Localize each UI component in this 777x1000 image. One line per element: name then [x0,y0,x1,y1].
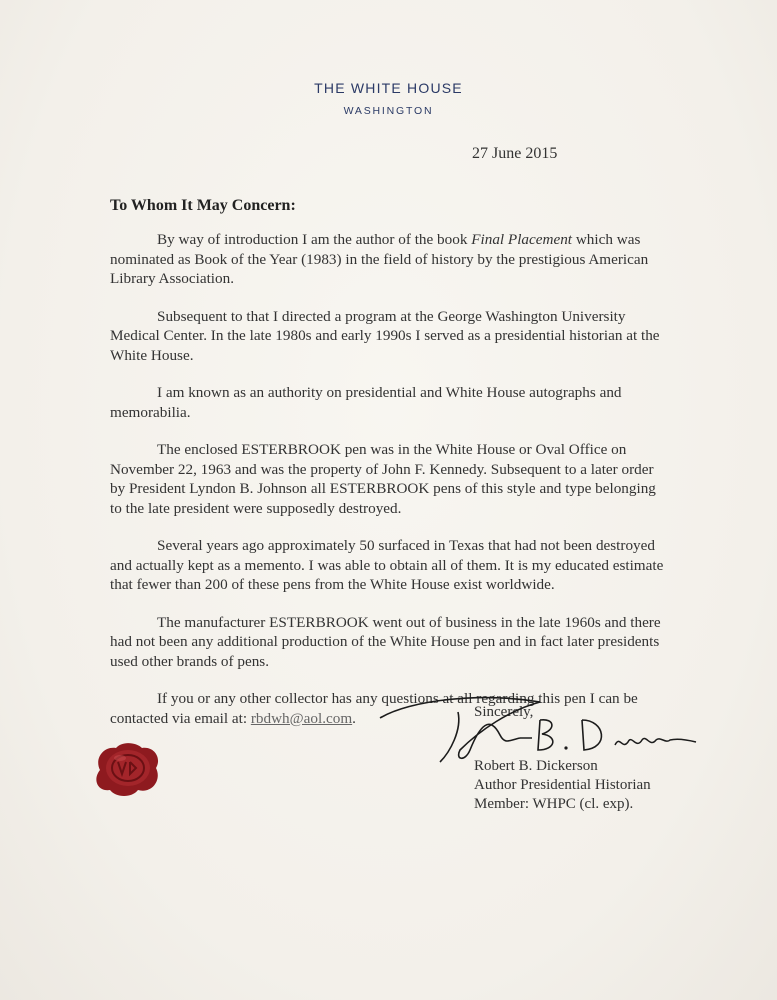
paragraph-text: By way of introduction I am the author of the book [157,231,472,248]
paragraph-text: which was nominated as Book of the Year (1983) in the field of history by the prestigious American Library Association. [110,231,649,287]
signer-membership: Member: WHPC (cl. exp). [474,796,634,812]
paragraph-background: Subsequent to that I directed a program at the George Washington University Medical Center. In the late 1980s and early 1990s I served as a presidential historian at the White House. [110,307,660,364]
letterhead-subtitle: WASHINGTON [343,105,434,117]
letterhead-title: THE WHITE HOUSE [314,80,463,96]
closing-sincerely: Sincerely, [474,704,534,720]
paragraph-authority: I am known as an authority on presidential and White House autographs and memorabilia. [110,384,622,421]
paragraph-text: If you or any other collector has any questions at all regarding this pen I can be contacted via email at: [110,690,638,727]
letter-body [110,230,670,746]
wax-seal-icon [92,740,162,798]
paragraph-introduction [110,230,670,289]
letter-date: 27 June 2015 [472,145,558,162]
paragraph-pens-surfaced: Several years ago approximately 50 surfaced in Texas that had not been destroyed and actually kept as a memento. I was able to obtain all of them. It is my educated estimate that fewer than 200 of these pens from the White House exist worldwide. [110,537,664,593]
paragraph-text: . [352,709,356,727]
email-link[interactable]: rbdwh@aol.com [250,709,353,727]
book-title: Final Placement [471,231,573,248]
signer-name: Robert B. Dickerson [474,758,598,774]
paragraph-pen-history: The enclosed ESTERBROOK pen was in the White House or Oval Office on November 22, 1963 and was the property of John F. Kennedy. Subsequent to a later order by President Lyndon B. Johnson all ESTERBROOK pens of this style and type belonging to the late president were supposedly destroyed. [110,441,656,517]
paragraph-manufacturer: The manufacturer ESTERBROOK went out of business in the late 1960s and there had not been any additional production of the White House pen and in fact later presidents used other brands of pens. [110,613,661,670]
salutation: To Whom It May Concern: [110,197,296,214]
signer-title: Author Presidential Historian [474,777,651,793]
